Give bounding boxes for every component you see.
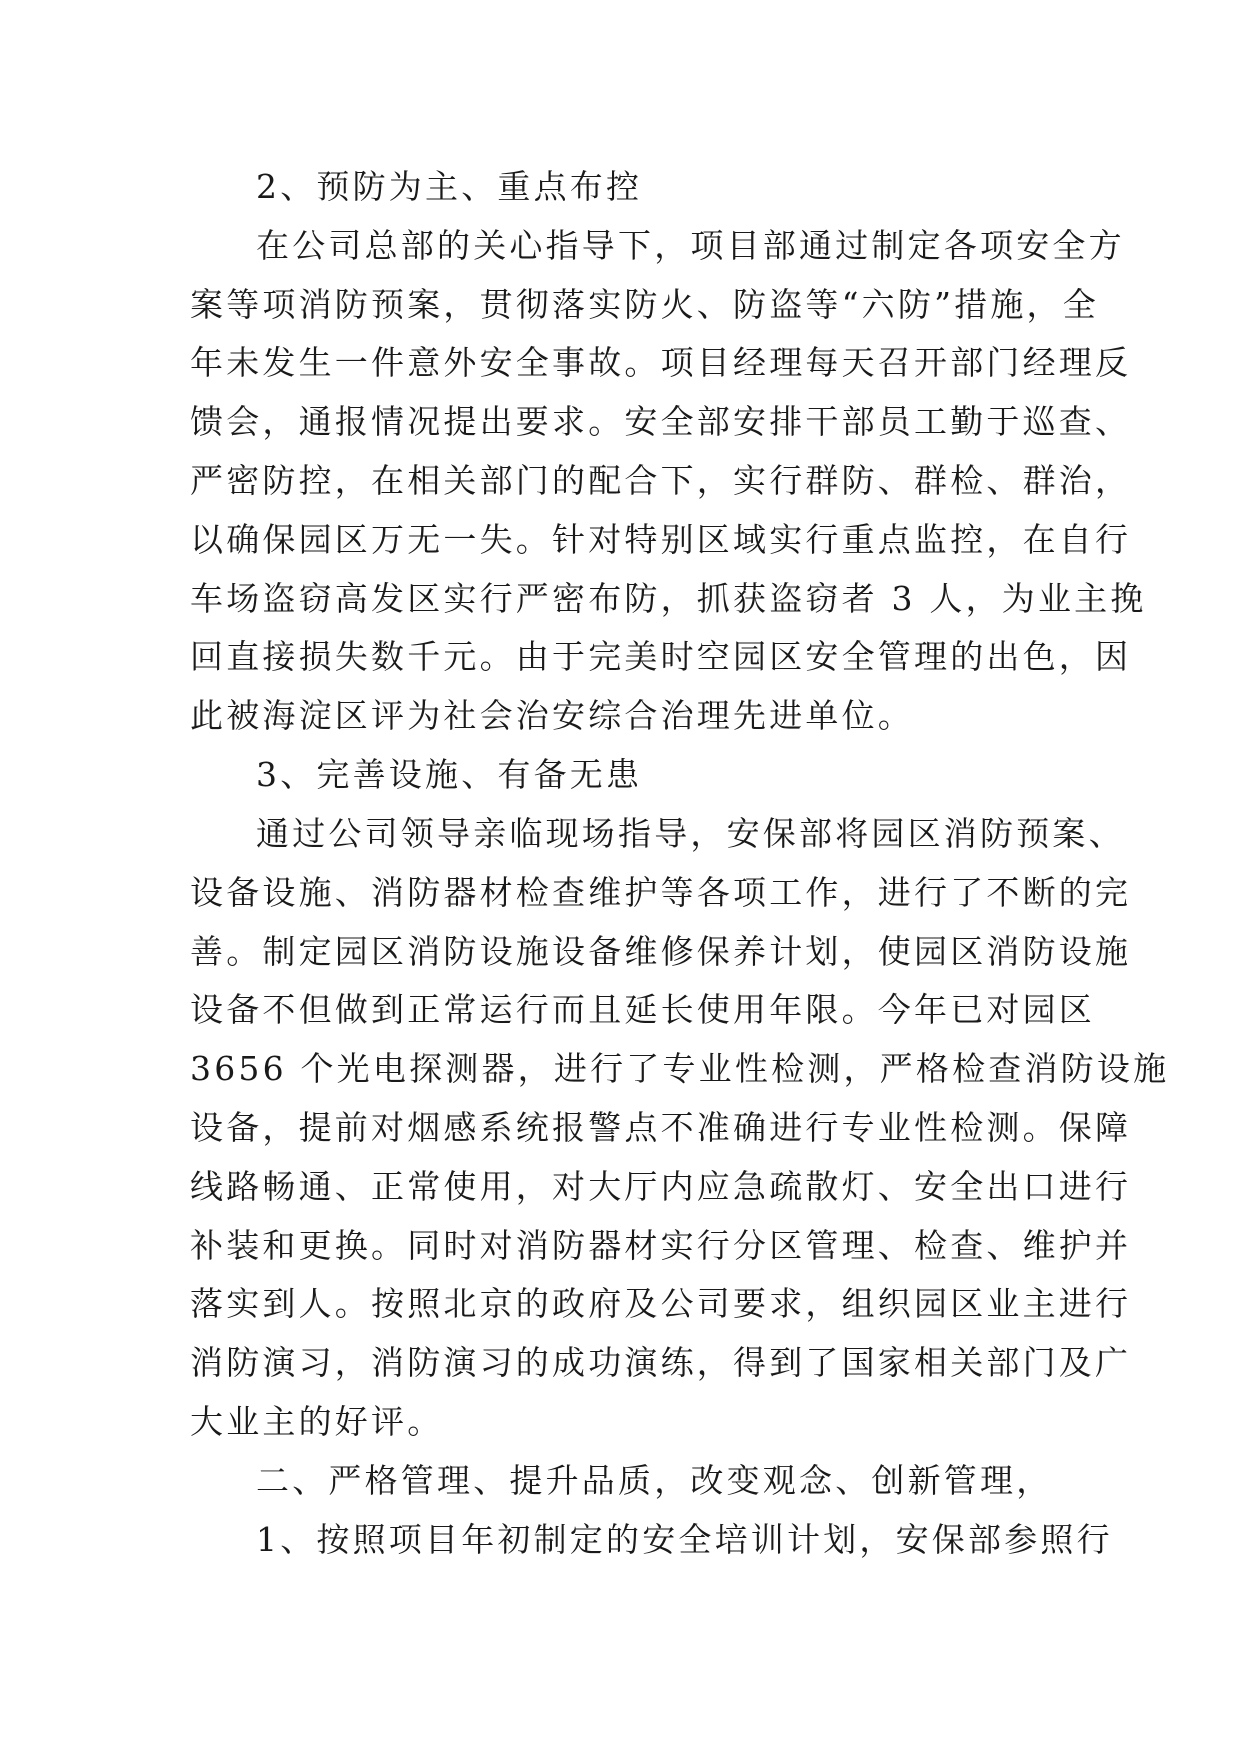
paragraph-line: 设备设施、消防器材检查维护等各项工作，进行了不断的完 [190,873,1132,912]
paragraph-line: 车场盗窃高发区实行严密布防，抓获盗窃者 3 人，为业主挽 [190,579,1147,618]
paragraph-line: 善。制定园区消防设施设备维修保养计划，使园区消防设施 [190,932,1132,971]
paragraph-line: 在公司总部的关心指导下，项目部通过制定各项安全方 [256,226,1125,265]
paragraph-line: 落实到人。按照北京的政府及公司要求，组织园区业主进行 [190,1284,1132,1323]
paragraph-line: 此被海淀区评为社会治安综合治理先进单位。 [190,696,914,735]
paragraph-line: 补装和更换。同时对消防器材实行分区管理、检查、维护并 [190,1226,1132,1265]
paragraph-line: 3656 个光电探测器，进行了专业性检测，严格检查消防设施 [190,1049,1170,1088]
paragraph-line: 以确保园区万无一失。针对特别区域实行重点监控，在自行 [190,520,1132,559]
paragraph-line: 馈会，通报情况提出要求。安全部安排干部员工勤于巡查、 [190,402,1132,441]
paragraph-line: 通过公司领导亲临现场指导，安保部将园区消防预案、 [256,814,1125,853]
paragraph-line: 大业主的好评。 [190,1402,444,1441]
paragraph-line: 案等项消防预案，贯彻落实防火、防盗等“六防”措施，全 [190,285,1099,324]
paragraph-line: 设备不但做到正常运行而且延长使用年限。今年已对园区 [190,990,1095,1029]
paragraph-line: 1、按照项目年初制定的安全培训计划，安保部参照行 [256,1520,1113,1559]
paragraph-line: 线路畅通、正常使用，对大厅内应急疏散灯、安全出口进行 [190,1167,1132,1206]
paragraph-line: 消防演习，消防演习的成功演练，得到了国家相关部门及广 [190,1343,1132,1382]
paragraph-line: 年未发生一件意外安全事故。项目经理每天召开部门经理反 [190,343,1132,382]
paragraph-line: 严密防控，在相关部门的配合下，实行群防、群检、群治， [190,461,1132,500]
heading-section-two: 二、严格管理、提升品质，改变观念、创新管理， [256,1461,1053,1500]
heading-prevention: 2、预防为主、重点布控 [256,167,643,206]
paragraph-line: 回直接损失数千元。由于完美时空园区安全管理的出色，因 [190,637,1132,676]
heading-facilities: 3、完善设施、有备无患 [256,755,643,794]
paragraph-line: 设备，提前对烟感系统报警点不准确进行专业性检测。保障 [190,1108,1132,1147]
